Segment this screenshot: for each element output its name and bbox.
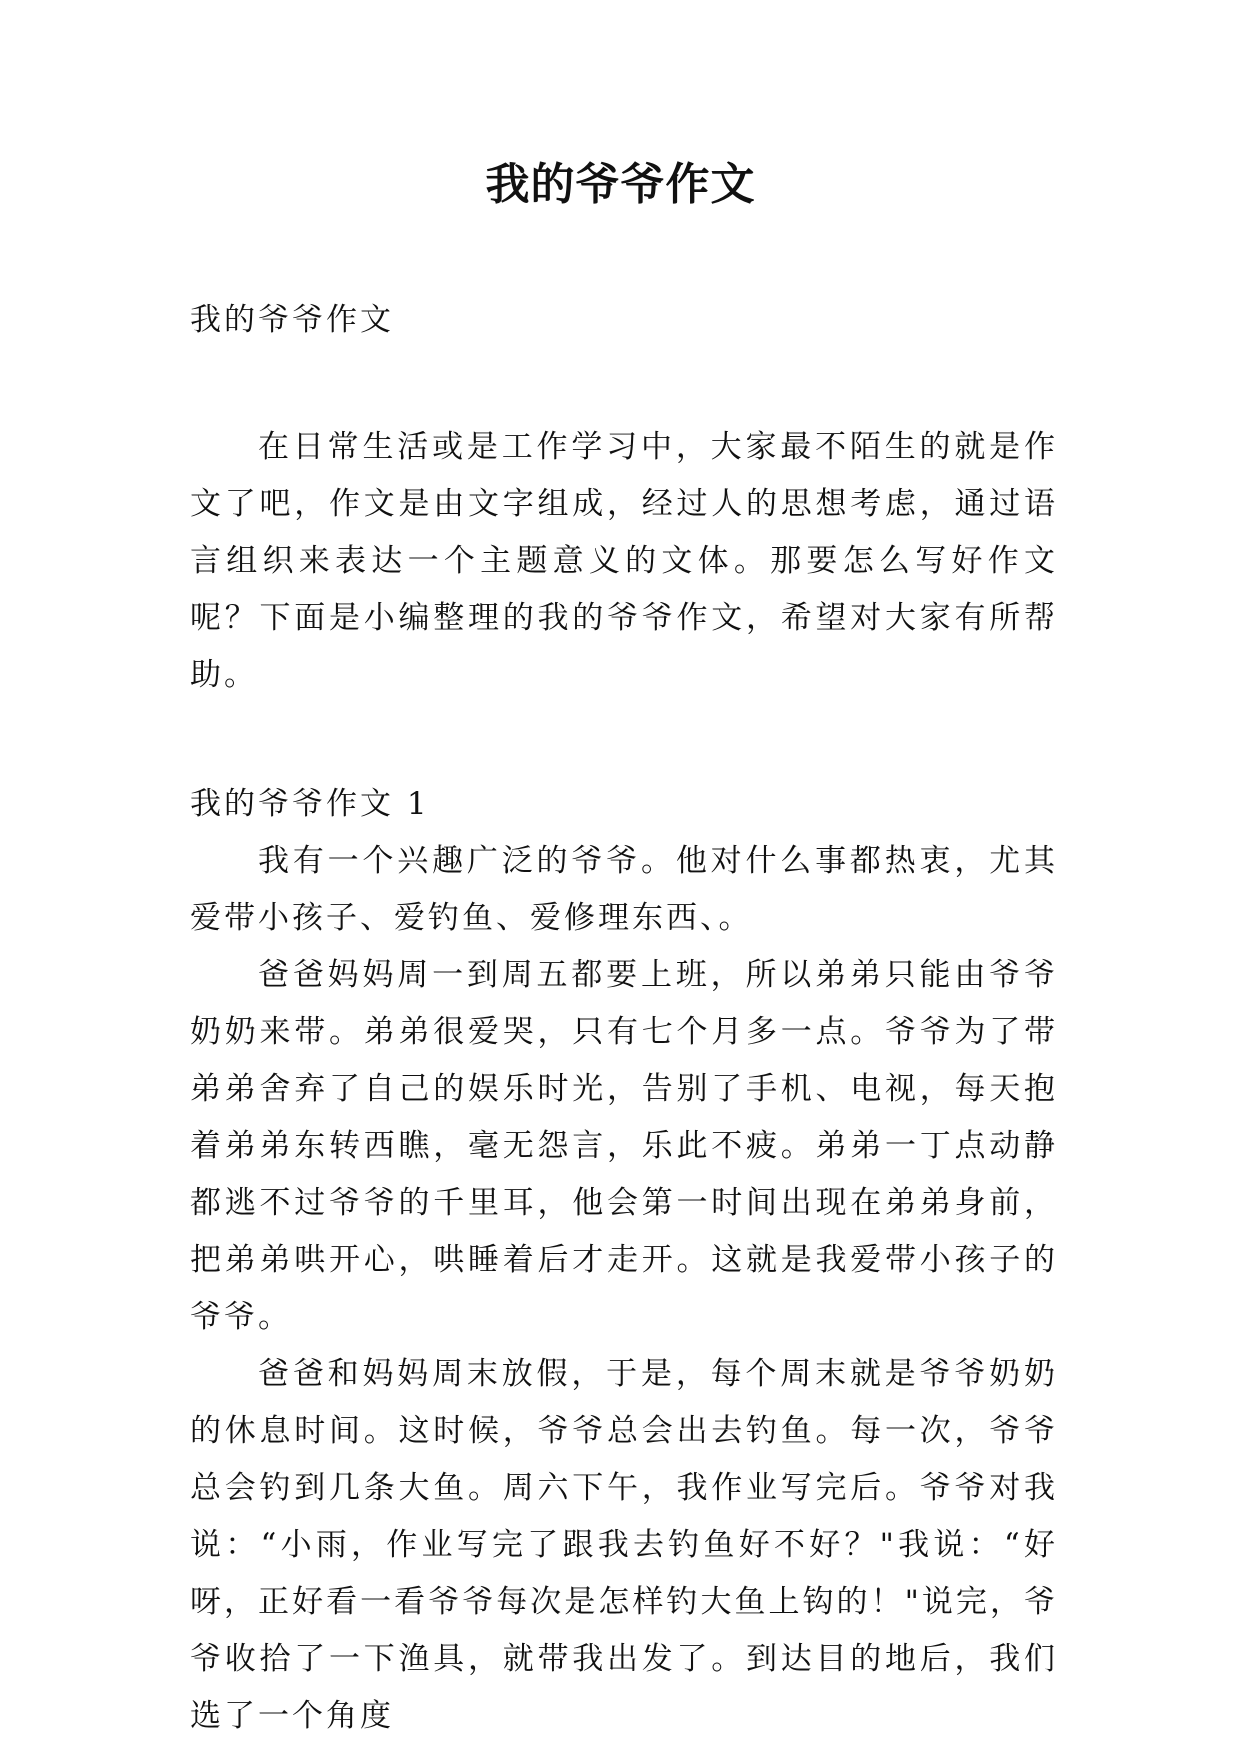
body-paragraph-3: 爸爸和妈妈周末放假，于是，每个周末就是爷爷奶奶的休息时间。这时候，爷爷总会出去钓鱼。每一次，爷爷总会钓到几条大鱼。周六下午，我作业写完后。爷爷对我说：“小雨，作业写完了跟我去钓鱼好不好？"我说：“好呀，正好看一看爷爷每次是怎样钓大鱼上钩的！"说完，爷爷收拾了一下渔具，就带我出发了。到达目的地后，我们选了一个角度 xyxy=(190,1356,1058,1734)
document-body xyxy=(190,292,1058,1745)
section-heading: 我的爷爷作文 1 xyxy=(190,786,430,822)
intro-paragraph: 在日常生活或是工作学习中，大家最不陌生的就是作文了吧，作文是由文字组成，经过人的思想考虑，通过语言组织来表达一个主题意义的文体。那要怎么写好作文呢？下面是小编整理的我的爷爷作文，希望对大家有所帮助。 xyxy=(190,429,1058,693)
document-subtitle: 我的爷爷作文 xyxy=(190,302,394,338)
document-title: 我的爷爷作文 xyxy=(485,159,756,210)
body-paragraph-2: 爸爸妈妈周一到周五都要上班，所以弟弟只能由爷爷奶奶来带。弟弟很爱哭，只有七个月多一点。爷爷为了带弟弟舍弃了自己的娱乐时光，告别了手机、电视，每天抱着弟弟东转西瞧，毫无怨言，乐此不疲。弟弟一丁点动静都逃不过爷爷的千里耳，他会第一时间出现在弟弟身前，把弟弟哄开心，哄睡着后才走开。这就是我爱带小孩子的爷爷。 xyxy=(190,957,1058,1335)
body-paragraph-1: 我有一个兴趣广泛的爷爷。他对什么事都热衷，尤其爱带小孩子、爱钓鱼、爱修理东西、。 xyxy=(190,843,1058,936)
